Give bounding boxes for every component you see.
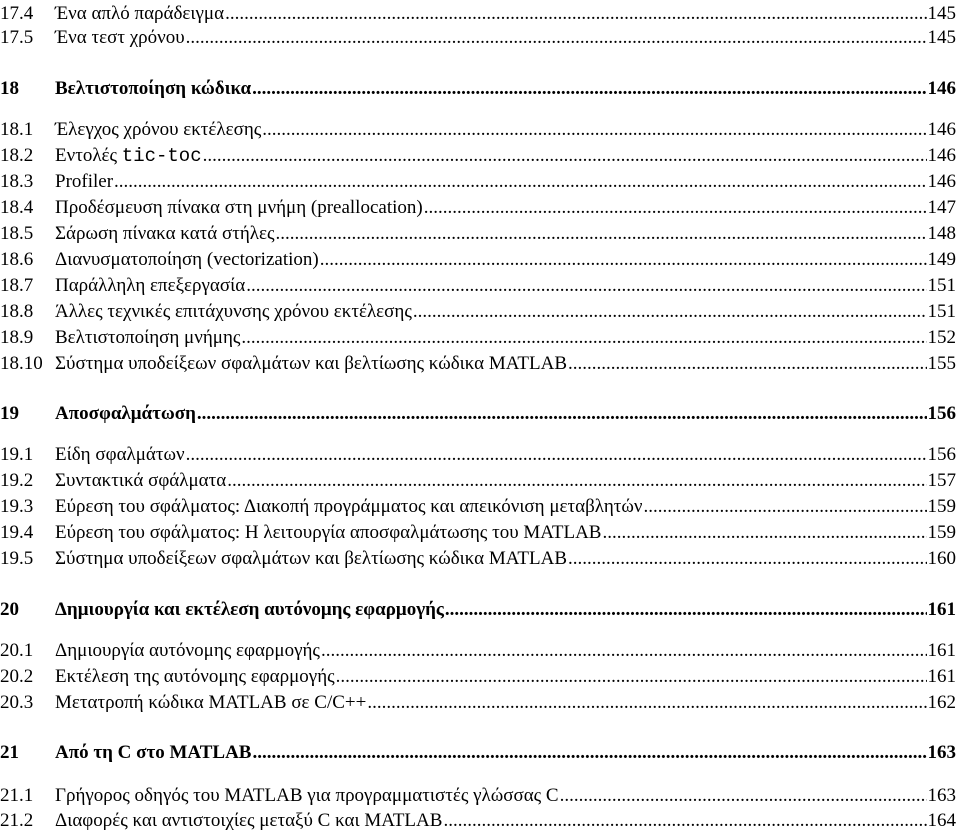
- toc-title: Από τη C στο MATLAB: [55, 742, 252, 763]
- toc-page: 152: [927, 327, 956, 348]
- toc-entry-20-3[interactable]: [0, 691, 956, 715]
- dot-leader: [252, 741, 926, 765]
- toc-number: 19.1: [0, 444, 34, 465]
- toc-entry-21-1[interactable]: [0, 784, 956, 808]
- toc-title: Συντακτικά σφάλματα: [55, 470, 227, 491]
- toc-title: Παράλληλη επεξεργασία: [55, 275, 246, 296]
- dot-leader: [644, 495, 927, 519]
- toc-number: 18.9: [0, 327, 34, 348]
- toc-entry-19-1[interactable]: [0, 443, 956, 467]
- dot-leader: [186, 26, 927, 50]
- toc-page: 164: [927, 810, 956, 831]
- toc-title: Δημιουργία και εκτέλεση αυτόνομης εφαρμογής: [55, 599, 444, 620]
- dot-leader: [602, 521, 926, 545]
- toc-page: 162: [927, 692, 956, 713]
- toc-title: Προδέσμευση πίνακα στη μνήμη (preallocation): [55, 197, 423, 218]
- dot-leader: [560, 784, 927, 808]
- toc-page: 159: [927, 496, 956, 517]
- toc-number: 19.3: [0, 496, 34, 517]
- toc-title: [55, 144, 202, 168]
- toc-page: 151: [927, 301, 956, 322]
- toc-number: 19: [0, 403, 19, 424]
- toc-page: 146: [927, 145, 956, 166]
- toc-number: 18.6: [0, 249, 34, 270]
- toc-title: Έλεγχος χρόνου εκτέλεσης: [55, 119, 262, 140]
- dot-leader: [246, 274, 926, 298]
- toc-number: 18.3: [0, 171, 34, 192]
- toc-entry-17-4[interactable]: [0, 2, 956, 26]
- dot-leader: [367, 691, 926, 715]
- toc-chapter-20[interactable]: [0, 598, 956, 622]
- toc-title: Διανυσματοποίηση (vectorization): [55, 249, 319, 270]
- toc-page: 151: [927, 275, 956, 296]
- toc-number: 18.1: [0, 119, 34, 140]
- toc-page: 146: [927, 171, 956, 192]
- toc-title: Άλλες τεχνικές επιτάχυνσης χρόνου εκτέλεσης: [55, 301, 412, 322]
- toc-page: 157: [927, 470, 956, 491]
- toc-number: 21.1: [0, 785, 34, 806]
- toc-title: Σύστημα υποδείξεων σφαλμάτων και βελτίωσης κώδικα MATLAB: [55, 548, 567, 569]
- toc-title: Εύρεση του σφάλματος: Η λειτουργία αποσφαλμάτωσης του MATLAB: [55, 522, 602, 543]
- toc-page: 155: [927, 353, 956, 374]
- toc-entry-18-5[interactable]: [0, 222, 956, 246]
- toc-page: 156: [927, 403, 956, 424]
- toc-entry-21-2[interactable]: [0, 809, 956, 833]
- toc-number: 20.2: [0, 666, 34, 687]
- toc-number: 20: [0, 599, 19, 620]
- toc-page: 145: [927, 27, 956, 48]
- toc-number: 19.2: [0, 470, 34, 491]
- toc-entry-18-9[interactable]: [0, 326, 956, 350]
- dot-leader: [186, 443, 927, 467]
- toc-page: 161: [927, 666, 956, 687]
- toc-number: 18.8: [0, 301, 34, 322]
- toc-entry-18-10[interactable]: [0, 352, 956, 376]
- dot-leader: [252, 77, 926, 101]
- toc-title: Γρήγορος οδηγός του MATLAB για προγραμματιστές γλώσσας C: [55, 785, 559, 806]
- toc-number: 19.5: [0, 548, 34, 569]
- toc-title: Είδη σφαλμάτων: [55, 444, 185, 465]
- dot-leader: [568, 352, 927, 376]
- toc-entry-18-6[interactable]: [0, 248, 956, 272]
- toc-number: 18.4: [0, 197, 34, 218]
- toc-page: 161: [927, 599, 956, 620]
- dot-leader: [225, 2, 926, 26]
- toc-entry-18-8[interactable]: [0, 300, 956, 324]
- dot-leader: [445, 598, 927, 622]
- toc-entry-19-4[interactable]: [0, 521, 956, 545]
- dot-leader: [241, 326, 926, 350]
- toc-page: 161: [927, 640, 956, 661]
- toc-number: 17.4: [0, 3, 34, 24]
- toc-page: 148: [927, 223, 956, 244]
- toc-entry-18-7[interactable]: [0, 274, 956, 298]
- toc-chapter-19[interactable]: [0, 402, 956, 426]
- toc-page: 163: [927, 785, 956, 806]
- dot-leader: [443, 809, 926, 833]
- toc-entry-20-2[interactable]: [0, 665, 956, 689]
- toc-entry-18-1[interactable]: [0, 118, 956, 142]
- toc-title: Profiler: [55, 171, 114, 192]
- toc-number: 18: [0, 78, 19, 99]
- toc-chapter-21[interactable]: [0, 741, 956, 765]
- toc-page: 146: [927, 78, 956, 99]
- toc-page: 160: [927, 548, 956, 569]
- toc-entry-18-2[interactable]: [0, 144, 956, 168]
- toc-number: 17.5: [0, 27, 34, 48]
- toc-number: 18.7: [0, 275, 34, 296]
- dot-leader: [321, 639, 927, 663]
- toc-title: Ένα τεστ χρόνου: [55, 27, 185, 48]
- toc-page: 159: [927, 522, 956, 543]
- toc-entry-19-3[interactable]: [0, 495, 956, 519]
- dot-leader: [227, 469, 926, 493]
- toc-title: Δημιουργία αυτόνομης εφαρμογής: [55, 640, 320, 661]
- toc-chapter-18[interactable]: [0, 77, 956, 101]
- toc-entry-19-5[interactable]: [0, 547, 956, 571]
- toc-entry-20-1[interactable]: [0, 639, 956, 663]
- toc-page: 156: [927, 444, 956, 465]
- dot-leader: [203, 144, 927, 168]
- toc-title: Σύστημα υποδείξεων σφαλμάτων και βελτίωσης κώδικα MATLAB: [55, 353, 567, 374]
- dot-leader: [320, 248, 927, 272]
- toc-entry-19-2[interactable]: [0, 469, 956, 493]
- dot-leader: [413, 300, 927, 324]
- toc-title: Αποσφαλμάτωση: [55, 403, 196, 424]
- toc-number: 18.5: [0, 223, 34, 244]
- toc-entry-18-3[interactable]: [0, 170, 956, 194]
- toc-entry-18-4[interactable]: [0, 196, 956, 220]
- toc-title: Μετατροπή κώδικα MATLAB σε C/C++: [55, 692, 367, 713]
- toc-title: Βελτιστοποίηση μνήμης: [55, 327, 241, 348]
- toc-page: 149: [927, 249, 956, 270]
- toc-number: 18.2: [0, 145, 34, 166]
- toc-title: Εύρεση του σφάλματος: Διακοπή προγράμματος και απεικόνιση μεταβλητών: [55, 496, 643, 517]
- toc-title-text: Εντολές: [55, 145, 122, 166]
- toc-page: 145: [927, 3, 956, 24]
- dot-leader: [262, 118, 926, 142]
- dot-leader: [568, 547, 927, 571]
- dot-leader: [114, 170, 926, 194]
- toc-number: 19.4: [0, 522, 34, 543]
- toc-title: Διαφορές και αντιστοιχίες μεταξύ C και MATLAB: [55, 810, 443, 831]
- toc-number: 21.2: [0, 810, 34, 831]
- toc-page: 147: [927, 197, 956, 218]
- toc-page: 146: [927, 119, 956, 140]
- toc-number: 20.1: [0, 640, 34, 661]
- toc-number: 21: [0, 742, 19, 763]
- toc-number: 18.10: [0, 353, 43, 374]
- toc-title: Εκτέλεση της αυτόνομης εφαρμογής: [55, 666, 335, 687]
- toc-title: Σάρωση πίνακα κατά στήλες: [55, 223, 275, 244]
- toc-number: 20.3: [0, 692, 34, 713]
- dot-leader: [424, 196, 927, 220]
- dot-leader: [276, 222, 927, 246]
- toc-entry-17-5[interactable]: [0, 26, 956, 50]
- dot-leader: [336, 665, 927, 689]
- toc-title: Βελτιστοποίηση κώδικα: [55, 78, 252, 99]
- toc-page: 163: [927, 742, 956, 763]
- toc-title: Ένα απλό παράδειγμα: [55, 3, 225, 24]
- dot-leader: [197, 402, 927, 426]
- toc-title-code: tic-toc: [121, 145, 202, 167]
